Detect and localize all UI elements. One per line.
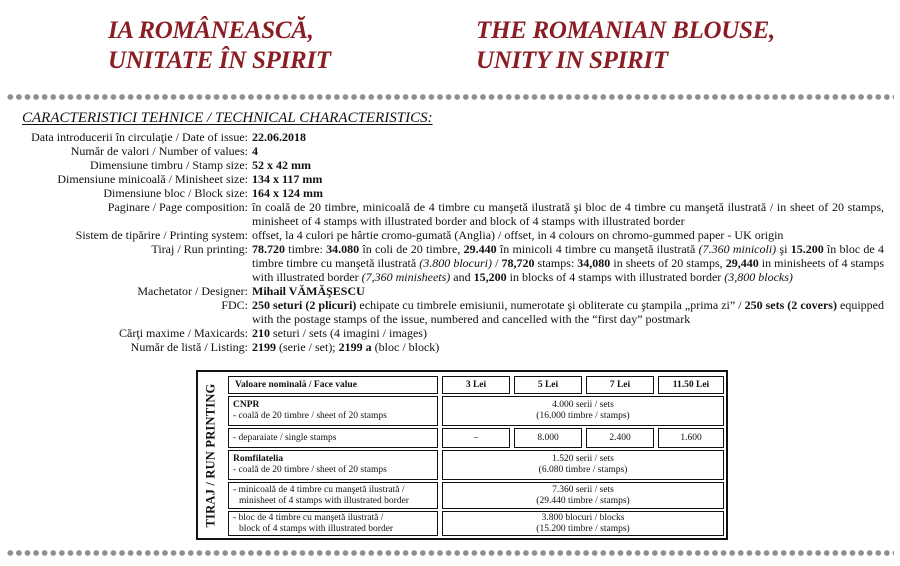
dotted-divider-bottom: [6, 549, 894, 557]
minisheet-label-line-2: minisheet of 4 stamps with illustrated border: [239, 496, 409, 506]
spec-label: FDC:: [221, 298, 248, 312]
spec-row: [0, 228, 900, 242]
run-printing-table: [196, 370, 728, 540]
technical-specs-list: [0, 130, 900, 354]
spec-value: 134 x 117 mm: [252, 172, 323, 186]
rom-value-line-2: (6.080 timbre / stamps): [538, 465, 628, 475]
spec-row: [0, 326, 900, 340]
mini-value-line-2: (29.440 timbre / stamps): [536, 495, 630, 506]
spec-row: [0, 186, 900, 200]
row-single-label: - deparaiate / single stamps: [228, 428, 438, 448]
row-minisheet-value: [442, 482, 724, 509]
spec-label: Tiraj / Run printing:: [151, 242, 248, 256]
minisheet-label-line-1: - minicoală de 4 timbre cu manşetă ilustrată /: [233, 485, 405, 495]
cnpr-value-line-2: (16.000 timbre / stamps): [536, 411, 630, 421]
spec-row: [0, 298, 900, 326]
spec-value: în coală de 20 timbre, minicoală de 4 timbre cu manşetă ilustrată şi bloc de 4 timbre cu manşetă ilustrată / in sheet of 20 stamps, minisheet of 4 stamps with illustrated border and block of 4 stamps with illustrated border: [252, 200, 884, 228]
spec-value: Mihail VĂMĂŞESCU: [252, 284, 365, 298]
rom-value-line-1: 1.520 serii / sets: [552, 454, 614, 464]
title-en-line-2: UNITY IN SPIRIT: [476, 47, 668, 74]
spec-label: Dimensiune timbru / Stamp size:: [90, 158, 248, 172]
row-cnpr-value: [442, 396, 724, 426]
spec-label: Data introducerii în circulaţie / Date of issue:: [31, 130, 248, 144]
spec-label: Machetator / Designer:: [137, 284, 248, 298]
single-7-lei: 2.400: [586, 428, 654, 448]
spec-row: [0, 144, 900, 158]
header-3-lei: 3 Lei: [442, 376, 510, 394]
spec-row: [0, 242, 900, 284]
title-ro-line-1: IA ROMÂNEASCĂ,: [108, 17, 314, 44]
row-minisheet-label: [228, 482, 438, 509]
title-en-line-1: THE ROMANIAN BLOUSE,: [476, 17, 775, 44]
spec-value: 250 seturi (2 plicuri) echipate cu timbrele emisiunii, numerotate şi obliterate cu ştampila „prima zi” / 250 sets (2 covers) equipped with the postage stamps of the issue, numbered and cancelled with the “first day” postmark: [252, 298, 884, 326]
title-ro-line-2: UNITATE ÎN SPIRIT: [108, 47, 331, 74]
row-block-label: [228, 511, 438, 536]
header-face-value: Valoare nominală / Face value: [228, 376, 438, 394]
spec-value: 22.06.2018: [252, 130, 306, 144]
dotted-divider-top: [6, 93, 894, 101]
spec-label: Număr de valori / Number of values:: [70, 144, 248, 158]
spec-value: 210 seturi / sets (4 imagini / images): [252, 326, 427, 340]
single-11-50-lei: 1.600: [658, 428, 724, 448]
cnpr-value-line-1: 4.000 serii / sets: [552, 400, 614, 410]
row-romfilatelia-value: [442, 450, 724, 480]
title-english: [476, 16, 775, 76]
spec-value: 164 x 124 mm: [252, 186, 323, 200]
spec-row: [0, 172, 900, 186]
cnpr-title: CNPR: [233, 400, 260, 410]
row-block-value: [442, 511, 724, 536]
spec-label: Număr de listă / Listing:: [130, 340, 248, 354]
spec-value: 78.720 timbre: 34.080 în coli de 20 timbre, 29.440 în minicoli 4 timbre cu manşetă ilustrată (7.360 minicoli) şi 15.200 în bloc de 4 timbre timbre cu manşetă ilustrată (3.800 blocuri) / 78,720 stamps: 34,080 in sheets of 20 stamps, 29,440 in minisheets of 4 stamps with illustrated border (7,360 minisheets) and 15,200 in blocks of 4 stamps with illustrated border (3,800 blocks): [252, 242, 885, 284]
row-romfilatelia-label: [228, 450, 438, 480]
title-romanian: [108, 16, 331, 76]
single-5-lei: 8.000: [514, 428, 582, 448]
block-label-line-1: - bloc de 4 timbre cu manşetă ilustrată /: [233, 513, 384, 523]
spec-row: [0, 340, 900, 354]
mini-value-line-1: 7.360 serii / sets: [552, 484, 614, 495]
spec-value: offset, la 4 culori pe hârtie cromo-gumată (Anglia) / offset, in 4 colours on chromo-gummed paper - UK origin: [252, 228, 784, 242]
spec-label: Paginare / Page composition:: [107, 200, 248, 214]
spec-row: [0, 284, 900, 298]
spec-row: [0, 130, 900, 144]
header-5-lei: 5 Lei: [514, 376, 582, 394]
spec-label: Sistem de tipărire / Printing system:: [75, 228, 248, 242]
spec-value: 52 x 42 mm: [252, 158, 311, 172]
block-value-line-1: 3.800 blocuri / blocks: [541, 512, 625, 523]
spec-value: 2199 (serie / set); 2199 a (bloc / block): [252, 340, 440, 354]
spec-value: 4: [252, 144, 258, 158]
single-3-lei: –: [442, 428, 510, 448]
cnpr-sheet-label: - coală de 20 timbre / sheet of 20 stamps: [233, 411, 387, 421]
block-label-line-2: block of 4 stamps with illustrated border: [239, 524, 394, 534]
romfilatelia-sheet-label: - coală de 20 timbre / sheet of 20 stamps: [233, 465, 387, 475]
table-side-label: TIRAJ / RUN PRINTING: [203, 383, 218, 527]
header-11-50-lei: 11.50 Lei: [658, 376, 724, 394]
block-value-line-2: (15.200 timbre / stamps): [536, 523, 630, 534]
spec-row: [0, 200, 900, 228]
header-7-lei: 7 Lei: [586, 376, 654, 394]
row-cnpr-label: [228, 396, 438, 426]
spec-label: Dimensiune minicoală / Minisheet size:: [57, 172, 248, 186]
spec-row: [0, 158, 900, 172]
section-title: CARACTERISTICI TEHNICE / TECHNICAL CHARACTERISTICS:: [22, 110, 433, 126]
spec-label: Dimensiune bloc / Block size:: [103, 186, 248, 200]
romfilatelia-title: Romfilatelia: [233, 454, 284, 464]
spec-label: Cărţi maxime / Maxicards:: [119, 326, 248, 340]
